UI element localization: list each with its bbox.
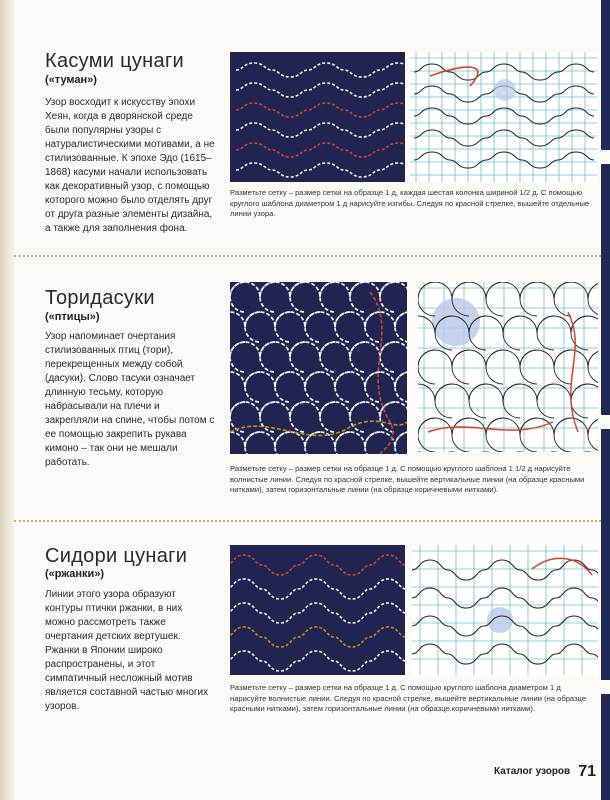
caption-sidori: Разметьте сетку – размер сетки на образце 1 д. С помощью круглого шаблона диаметром 1 д нарисуйте волнистые линии. Следуя по красной стрелке, вышейте вертикальные линии (на образце красными нитками), затем горизонтальные линии (на образце коричневыми нитками). xyxy=(230,683,587,713)
book-spine-shadow xyxy=(0,0,14,800)
section-title-toridasuki: Торидасуки xyxy=(45,287,155,309)
grid-diagram-toridasuki xyxy=(418,282,598,452)
section-body-sidori: Линии этого узора образуют контуры птички ржанки, в них можно рассмотреть также очертания детских вертушек. Ржанки в Японии широко распространены, и этот симпатичный несложный мотив является составной частью многих узоров. xyxy=(45,589,209,712)
page-number: 71 xyxy=(578,763,596,780)
section-subtitle-sidori: («ржанки») xyxy=(45,568,105,580)
page-footer xyxy=(494,763,596,781)
section-divider xyxy=(14,255,601,257)
section-title-sidori: Сидори цунаги xyxy=(45,545,188,567)
section-body-toridasuki: Узор напоминает очертания стилизованных птиц (тори), перекрещенных между собой (дасуки). Слово тасуки означает длинную тесьму, которую набрасывали на плечи и закрепляли на спине, чтобы потом с ее помощью закрепить рукава кимоно – так они не мешали работать. xyxy=(45,331,215,468)
stitch-photo-sidori xyxy=(230,545,405,675)
footer-section-name: Каталог узоров xyxy=(494,766,571,777)
section-subtitle-kasumi: («туман») xyxy=(45,74,97,86)
section-body-kasumi: Узор восходит к искусству эпохи Хеян, когда в дворянской среде были популярны узоры с натуралистическими мотивами, а не стилизованные. К эпохе Эдо (1615–1868) касуми начали использовать как декоративный узор, с помощью которого можно было отделять друг от друга разные элементы дизайна, а также для заполнения фона. xyxy=(45,97,215,234)
section-title-kasumi: Касуми цунаги xyxy=(45,50,185,72)
section-subtitle-toridasuki: («птицы») xyxy=(45,311,100,323)
caption-toridasuki: Разметьте сетку – размер сетки на образце 1 д. С помощью круглого шаблона 1 1/2 д нарисуйте волнистые линии. Следуя по красной стрелке, вышейте вертикальные линии (на образце красными нитками), затем горизонтальные линии (на образце коричневыми нитками). xyxy=(230,464,585,494)
page-edge-tabs xyxy=(601,0,610,800)
stitch-photo-toridasuki xyxy=(230,282,407,454)
grid-diagram-sidori xyxy=(412,545,598,675)
grid-diagram-kasumi xyxy=(410,52,597,182)
section-divider xyxy=(14,520,601,522)
caption-kasumi: Разметьте сетку – размер сетки на образце 1 д, каждая шестая колонка шириной 1/2 д. С помощью круглого шаблона диаметром 1 д нарисуйте изгибы. Следуя по красной стрелке, вышейте отдельные линии узора. xyxy=(230,188,590,218)
stitch-photo-kasumi xyxy=(230,52,405,182)
